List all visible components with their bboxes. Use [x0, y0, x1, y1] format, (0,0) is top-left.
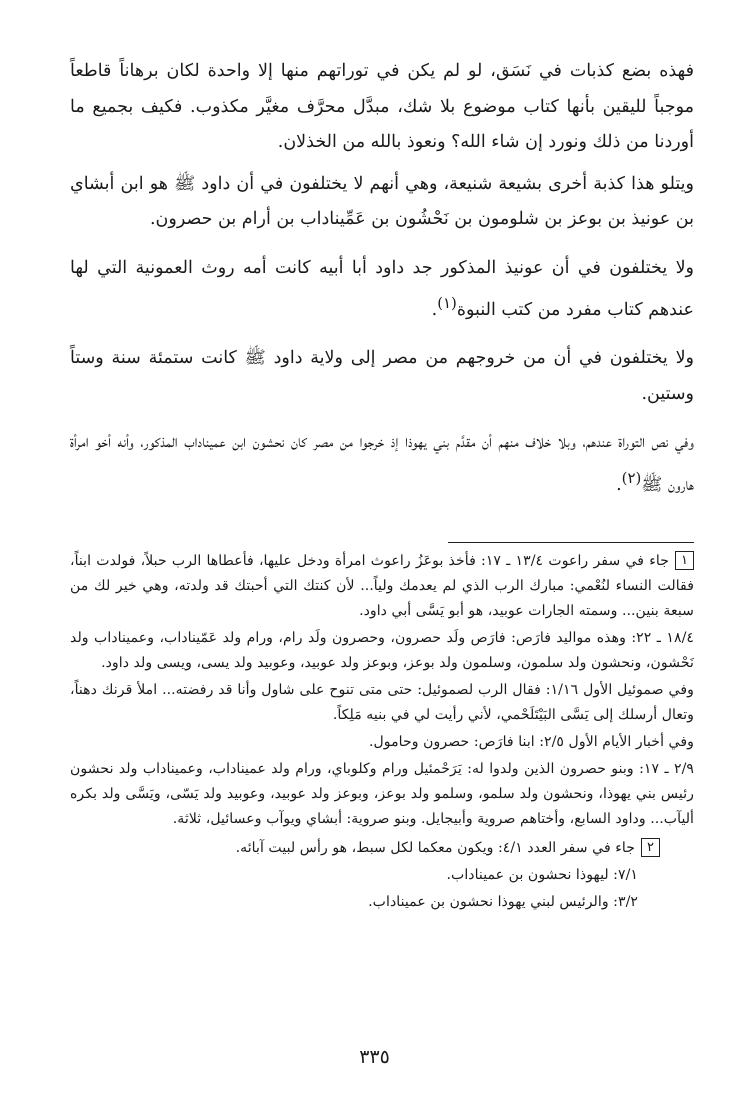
footnote-divider: [448, 542, 694, 543]
footnote: ٢/٩ ـ ١٧: وبنو حصرون الذين ولدوا له: يَرَحْمئيل ورام وكلوباي، ورام ولد عميناداب، وعميناداب ولد نحشون رئيس بني يهوذا، ونحشون ولد سلمو، وسلمو ولد بوعز، وبوعز ولد عوبيد، وعوبيد ولد يَسّى، ويَسَّى ولد بكره أليآب... وداود السابع، وأختاهم صروية وأبيجايل. وبنو صروية: أبشاي ويوآب وعسائيل، ثلاثة.: [70, 761, 694, 827]
footnote-number-box: ٢: [641, 838, 660, 857]
paragraph: ويتلو هذا كذبة أخرى بشيعة شنيعة، وهي أنهم لا يختلفون في أن داود ﷺ هو ابن أبشاي بن عونيذ بن بوعز بن شلومون بن نَحْشُون بن عَمِّيناداب بن أرام بن حصرون.: [70, 173, 694, 229]
footnote: ٣/٢: والرئيس لبني يهوذا نحشون بن عميناداب.: [368, 894, 638, 910]
footnote: ١٨/٤ ـ ٢٢: وهذه مواليد فارَص: فارَص ولَد حصرون، وحصرون ولَد رام، ورام ولد عَمّيناداب، وعميناداب ولد نَحْشون، ونحشون ولد سلمون، وسلمون ولد بوعز، وبوعز ولد عوبيد، وعوبيد ولد يسى، ويسى ولد داود.: [70, 630, 694, 671]
footnote-number-box: ١: [675, 551, 694, 570]
main-text: [70, 54, 694, 516]
footnote-marker[interactable]: (٢): [621, 468, 642, 487]
footnotes: [70, 549, 694, 917]
footnote: ٢جاء في سفر العدد ٤/١: ويكون معكما لكل سبط، هو رأس لبيت آبائه.: [70, 836, 694, 861]
paragraph: فهذه بضع كذبات في نَسَق، لو لم يكن في توراتهم منها إلا واحدة لكان برهاناً قاطعاً موجباً لليقين بأنها كتاب موضوع بلا شك، مبدَّل محرَّف مغيَّر مكذوب. فكيف بجميع ما أوردنا من ذلك ونورد إن شاء الله؟ ونعوذ بالله من الخذلان.: [70, 61, 694, 152]
footnote-marker[interactable]: (١): [437, 294, 457, 312]
paragraph: ولا يختلفون في أن من خروجهم من مصر إلى ولاية داود ﷺ كانت ستمئة سنة وستاً وستين.: [70, 348, 694, 404]
footnote: وفي صموئيل الأول ١/١٦: فقال الرب لصموئيل: حتى متى تنوح على شاول وأنا قد رفضته... املأ قرنك دهناً، وتعال أرسلك إلى يَسَّى البَيْتَلَحْمي، لأني رأيت لي في بنيه مَلِكاً.: [70, 682, 694, 723]
paragraph: ولا يختلفون في أن عونيذ المذكور جد داود أبا أبيه كانت أمه روث العمونية التي لها عندهم كتاب مفرد من كتب النبوة$^{(١)}$.: [70, 257, 694, 320]
footnote: ٧/١: ليهوذا نحشون بن عميناداب.: [446, 867, 638, 883]
footnote: ١جاء في سفر راعوت ١٣/٤ ـ ١٧: فأخذ بوعَزُ راعوث امرأة ودخل عليها، فأعطاها الرب حبلاً، فولدت ابناً، فقالت النساء لنُعْمي: مبارك الرب الذي لم يعدمك ولياً... لأن كنتك التي أحبتك قد ولدته، وهي خير لك من سبعة بنين... وسمته الجارات عوبيد، هو أبو يَسَّى أبي داود.: [70, 553, 694, 619]
paragraph: وفي نص التوراة عندهم، وبلا خلاف منهم أن مقدَّم بني يهوذا إذ خرجوا من مصر كان نحشون ابن عميناداب المذكور، وأنه أخو امرأة هارون ﷺ$^{(٢)}$.: [70, 432, 694, 495]
page-number: ٣٣٥: [359, 1046, 390, 1068]
footnote: وفي أخبار الأيام الأول ٢/٥: ابنا فارَص: حصرون وحامول.: [368, 734, 694, 750]
